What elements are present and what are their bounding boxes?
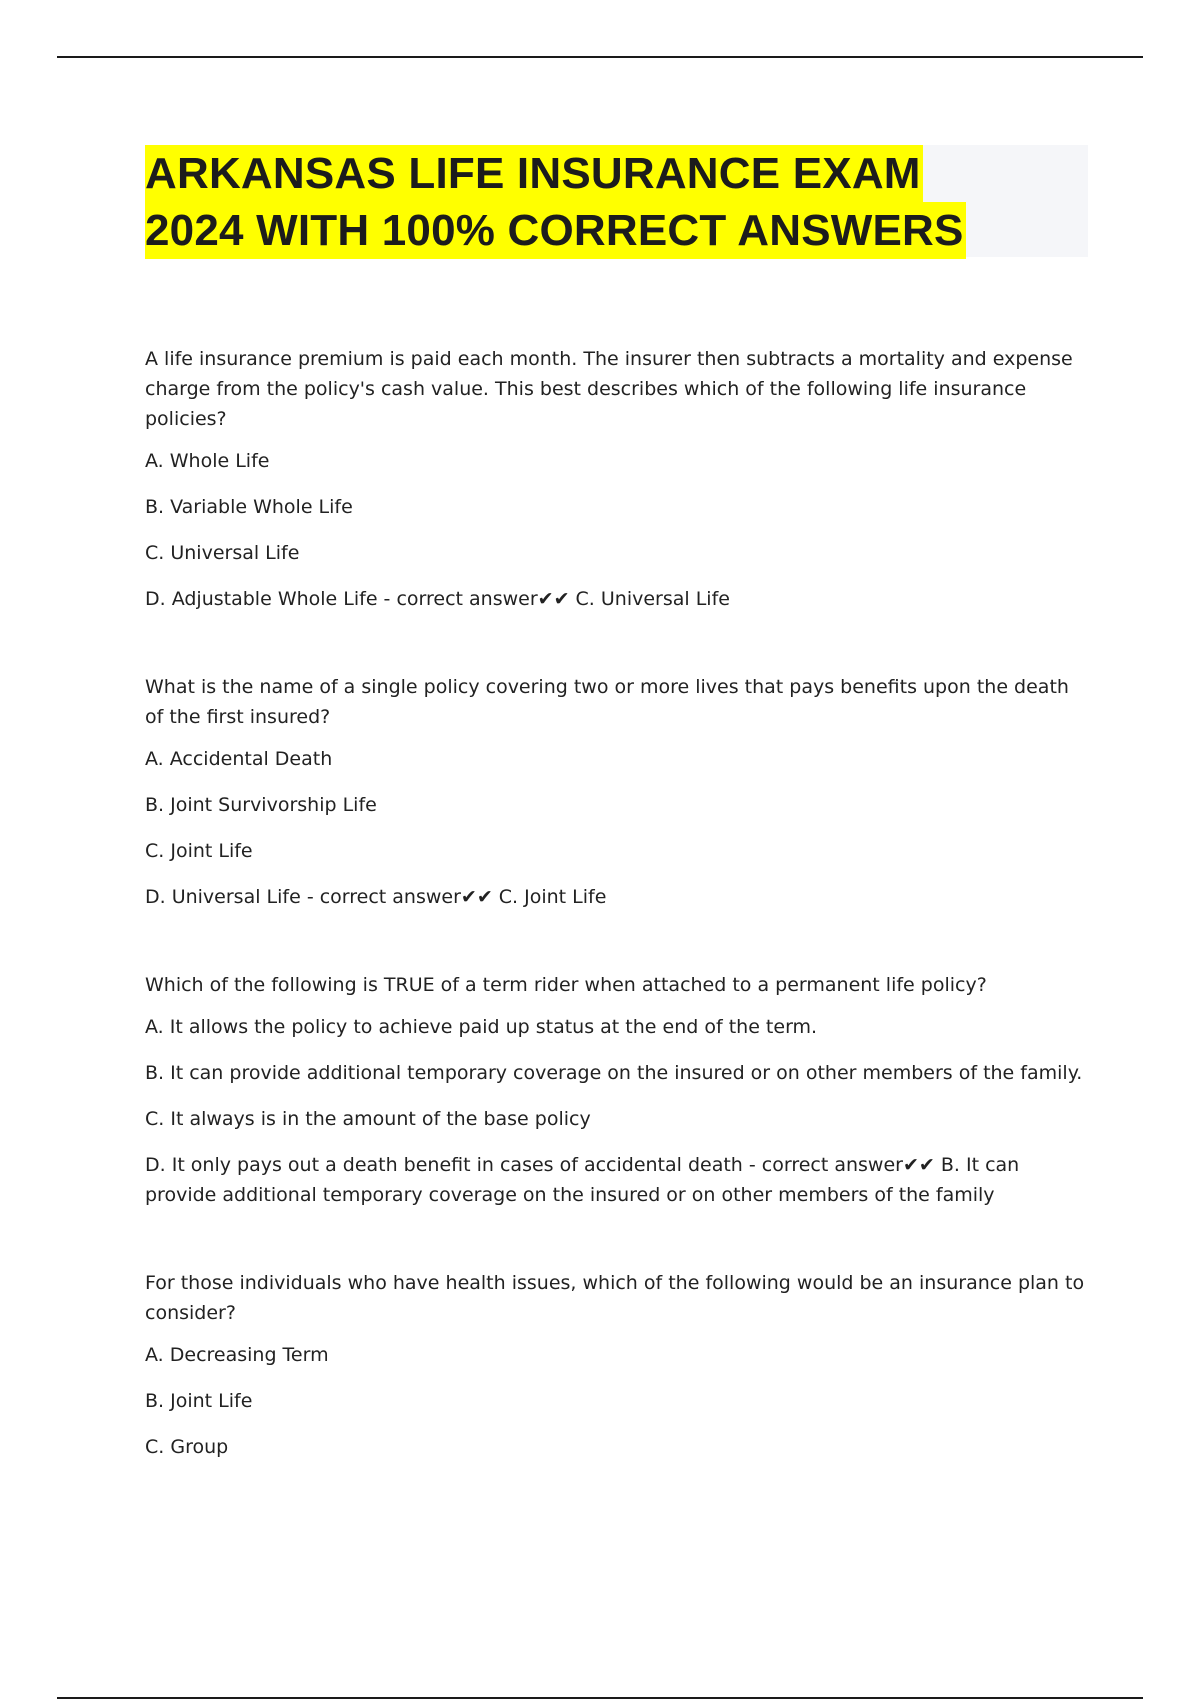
question-2 xyxy=(145,672,1090,912)
title-line-1: ARKANSAS LIFE INSURANCE EXAM xyxy=(145,145,923,202)
question-4 xyxy=(145,1268,1090,1462)
footer-rule xyxy=(57,1697,1143,1699)
option-b: B. Joint Life xyxy=(145,1390,253,1412)
question-3 xyxy=(145,970,1090,1210)
header-rule xyxy=(57,56,1143,58)
option-c: C. Universal Life xyxy=(145,542,300,564)
option-b: B. Joint Survivorship Life xyxy=(145,794,377,816)
option-a: A. Accidental Death xyxy=(145,748,333,770)
question-text: What is the name of a single policy covering two or more lives that pays benefits upon the death of the first insured? xyxy=(145,676,1069,728)
option-c: C. Joint Life xyxy=(145,840,253,862)
document-title xyxy=(145,145,1088,259)
option-b: B. It can provide additional temporary coverage on the insured or on other members of the family. xyxy=(145,1062,1083,1084)
title-block xyxy=(145,145,1088,257)
title-line-2: 2024 WITH 100% CORRECT ANSWERS xyxy=(145,202,966,259)
question-1 xyxy=(145,344,1090,614)
option-d-with-answer: D. Adjustable Whole Life - correct answer✔✔ C. Universal Life xyxy=(145,588,730,610)
option-c: C. Group xyxy=(145,1436,229,1458)
option-d-with-answer: D. It only pays out a death benefit in cases of accidental death - correct answer✔✔ B. It can provide additional temporary coverage on the insured or on other members of the family xyxy=(145,1154,1020,1206)
option-a: A. It allows the policy to achieve paid up status at the end of the term. xyxy=(145,1016,818,1038)
question-text: Which of the following is TRUE of a term rider when attached to a permanent life policy? xyxy=(145,974,987,996)
option-c: C. It always is in the amount of the base policy xyxy=(145,1108,591,1130)
option-b: B. Variable Whole Life xyxy=(145,496,353,518)
question-text: A life insurance premium is paid each month. The insurer then subtracts a mortality and expense charge from the policy's cash value. This best describes which of the following life insurance policies? xyxy=(145,348,1073,430)
option-a: A. Decreasing Term xyxy=(145,1344,329,1366)
question-text: For those individuals who have health issues, which of the following would be an insurance plan to consider? xyxy=(145,1272,1085,1324)
option-d-with-answer: D. Universal Life - correct answer✔✔ C. Joint Life xyxy=(145,886,607,908)
question-list xyxy=(145,344,1090,1520)
option-a: A. Whole Life xyxy=(145,450,270,472)
